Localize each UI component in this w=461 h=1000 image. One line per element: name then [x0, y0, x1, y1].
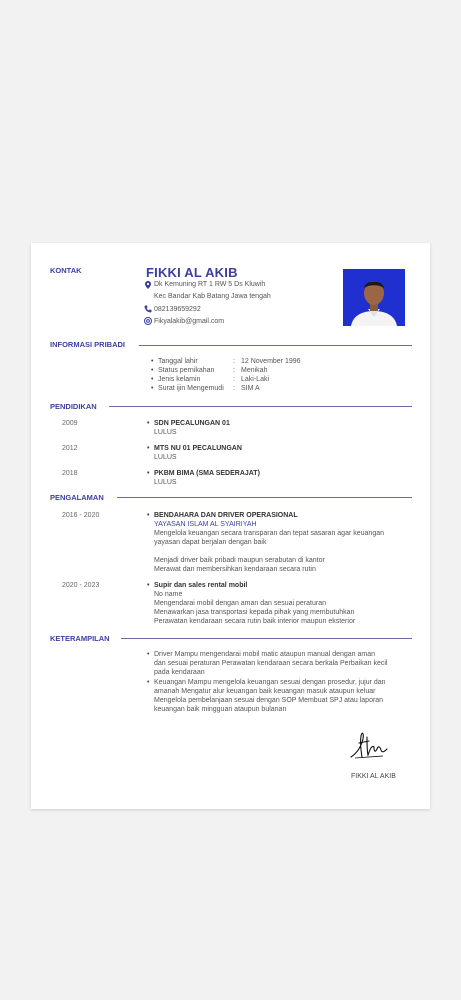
address-line-2: Kec Bandar Kab Batang Jawa tengah	[154, 293, 271, 300]
personal-label: • Status pernikahan	[158, 366, 214, 375]
section-divider	[139, 345, 412, 346]
personal-value: 12 November 1996	[241, 358, 301, 365]
experience-org: No name	[154, 591, 183, 598]
experience-desc: Mengelola keuangan secara transparan dan tepat sasaran agar keuangan	[154, 530, 384, 537]
section-divider	[117, 497, 412, 498]
skill-line: amanah Mengatur alur keuangan baik keuangan masuk ataupun keluar	[154, 688, 376, 695]
experience-period: 2020 - 2023	[62, 582, 100, 589]
education-school: • SDN PECALUNGAN 01	[154, 419, 230, 428]
section-title-skills: KETERAMPILAN	[50, 634, 110, 643]
skill-line: pada kendaraan	[154, 669, 205, 676]
experience-role: • BENDAHARA DAN DRIVER OPERASIONAL	[154, 511, 298, 520]
section-divider	[121, 638, 412, 639]
education-status: LULUS	[154, 454, 177, 461]
section-title-experience: PENGALAMAN	[50, 493, 104, 502]
phone-number: 082139659292	[154, 306, 201, 313]
section-divider	[109, 406, 412, 407]
skill-line: keuangan baik mingguan ataupun bulanan	[154, 706, 287, 713]
education-year: 2018	[62, 470, 78, 477]
candidate-name: FIKKI AL AKIB	[146, 265, 238, 280]
experience-desc: Menjadi driver baik pribadi maupun serabutan di kantor	[154, 557, 325, 564]
education-year: 2012	[62, 445, 78, 452]
education-status: LULUS	[154, 429, 177, 436]
personal-colon: :	[233, 358, 235, 365]
skill-line: • Driver Mampu mengendarai mobil matic ataupun manual dengan aman	[154, 650, 375, 659]
section-title-personal: INFORMASI PRIBADI	[50, 340, 125, 349]
section-title-education: PENDIDIKAN	[50, 402, 97, 411]
personal-label: • Tanggal lahir	[158, 357, 198, 366]
profile-photo	[343, 269, 405, 326]
experience-desc: Merawat dan membersihkan kendaraan secara rutin	[154, 566, 316, 573]
personal-colon: :	[233, 385, 235, 392]
signature-name: FIKKI AL AKIB	[351, 773, 396, 780]
experience-period: 2016 - 2020	[62, 512, 100, 519]
skill-line: Mengelola pembelanjaan sesuai dengan SOP Membuat SPJ atau laporan	[154, 697, 384, 704]
skill-line: dan sesuai peraturan Perawatan kendaraan secara berkala Perbaikan kecil	[154, 660, 388, 667]
experience-desc: Mengendarai mobil dengan aman dan sesuai peraturan	[154, 600, 327, 607]
experience-role: • Supir dan sales rental mobil	[154, 581, 247, 590]
experience-desc: Menawarkan jasa transportasi kepada pihak yang membutuhkan	[154, 609, 355, 616]
location-pin-icon	[145, 281, 151, 289]
education-school: • MTS NU 01 PECALUNGAN	[154, 444, 242, 453]
experience-org: YAYASAN ISLAM AL SYAIRIYAH	[154, 521, 257, 528]
contact-label: KONTAK	[50, 266, 82, 275]
resume-page	[31, 243, 430, 809]
personal-label: • Surat ijin Mengemudi	[158, 384, 224, 393]
personal-colon: :	[233, 376, 235, 383]
phone-icon	[144, 305, 152, 313]
personal-value: SIM A	[241, 385, 260, 392]
skill-line: • Keuangan Mampu mengelola keuangan sesuai dengan prosedur, jujur dan	[154, 678, 386, 687]
personal-label: • Jenis kelamin	[158, 375, 200, 384]
personal-value: Menikah	[241, 367, 268, 374]
education-school: • PKBM BIMA (SMA SEDERAJAT)	[154, 469, 260, 478]
address-line-1: Dk Kemuning RT 1 RW 5 Ds Kluwih	[154, 281, 266, 288]
personal-value: Laki-Laki	[241, 376, 270, 383]
experience-desc: Perawatan kendaraan secara rutin baik interior maupun eksterior	[154, 618, 356, 625]
experience-desc: yayasan dapat berjalan dengan baik	[154, 539, 267, 546]
education-year: 2009	[62, 420, 78, 427]
email-icon	[144, 317, 152, 325]
signature-image	[349, 727, 391, 761]
personal-colon: :	[233, 367, 235, 374]
email-address: Fikyalakib@gmail.com	[154, 318, 225, 325]
education-status: LULUS	[154, 479, 177, 486]
